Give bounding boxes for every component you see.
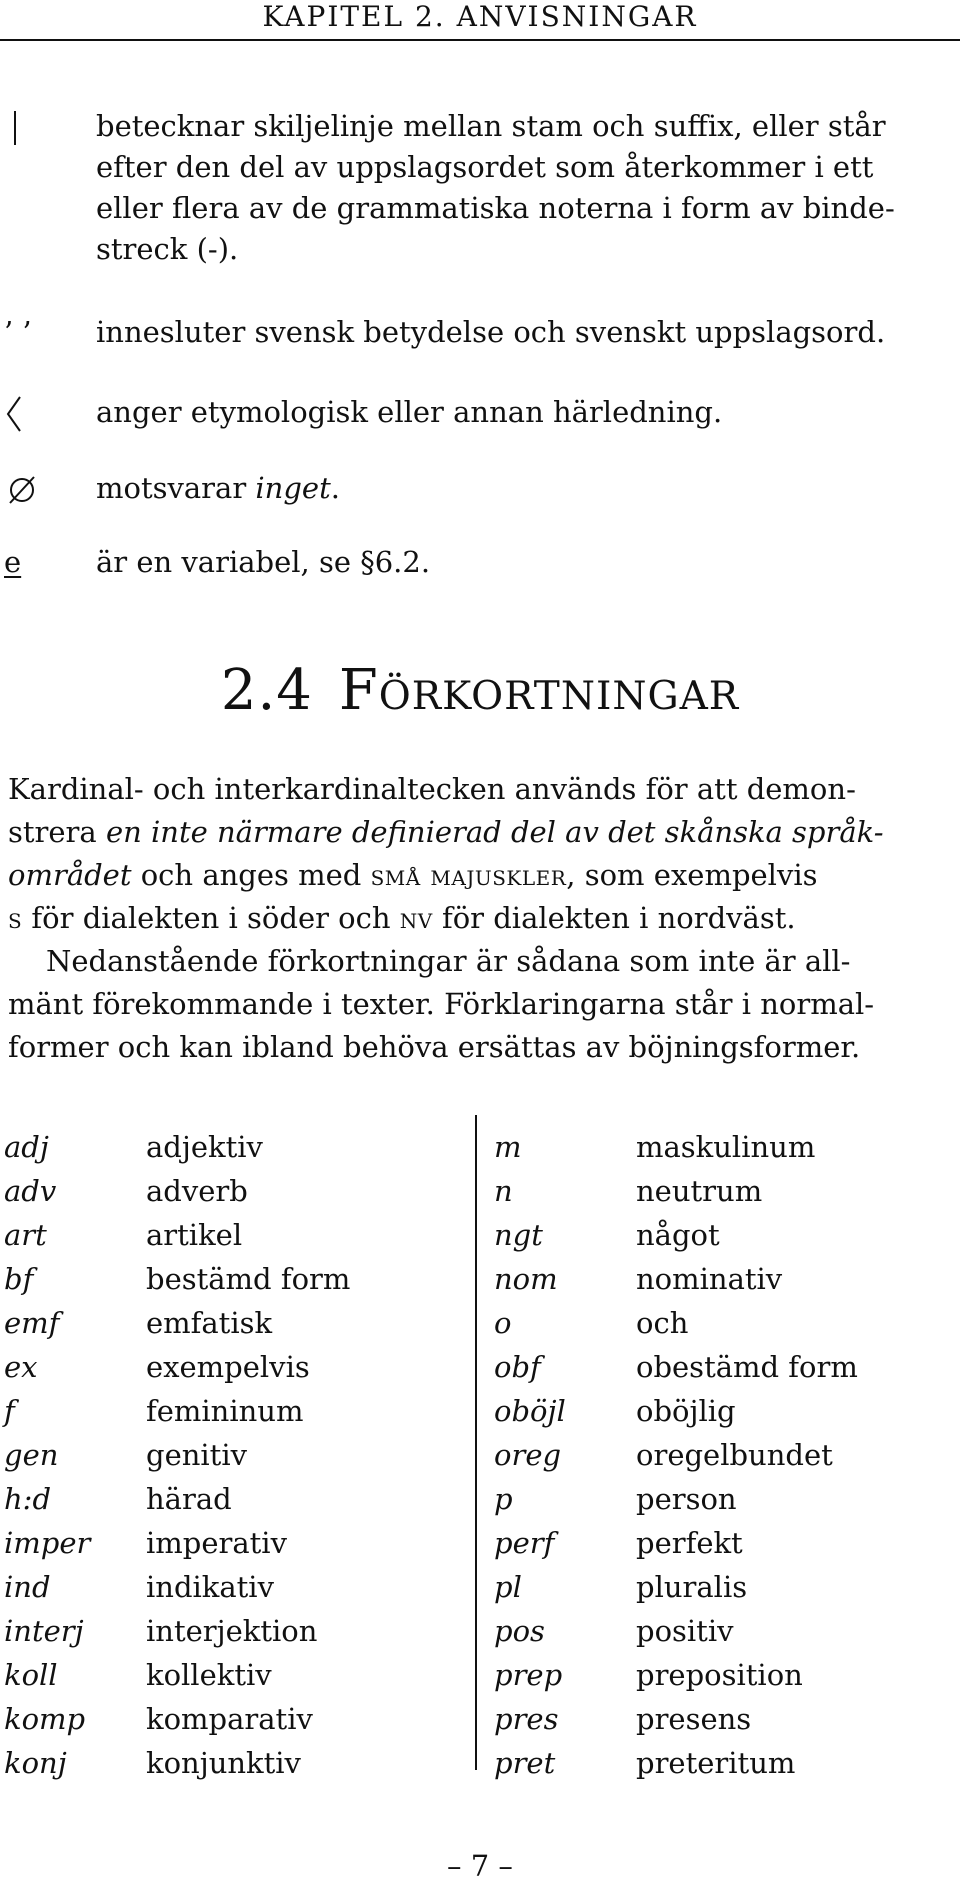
abbreviation: ind (4, 1570, 51, 1604)
body-small-caps: små majuskler (370, 858, 567, 892)
body-text-run: för dialekten i söder och (22, 901, 400, 935)
symbol-description: anger etymologisk eller annan härledning. (96, 395, 723, 429)
abbreviation-meaning: indikativ (146, 1570, 274, 1604)
abbreviation: obf (494, 1350, 541, 1384)
abbreviation: imper (4, 1526, 91, 1560)
abbreviation: ex (4, 1350, 38, 1384)
abbreviation-meaning: artikel (146, 1218, 243, 1252)
body-text (8, 768, 953, 1069)
abbreviation: pret (494, 1746, 556, 1780)
bar-glyph (4, 106, 84, 147)
body-line (8, 897, 953, 940)
abbreviation: m (494, 1130, 522, 1164)
section-number: 2.4 (220, 658, 313, 723)
abbreviation-meaning: något (636, 1218, 720, 1252)
symbol-description-line: eller flera av de grammatiska noterna i form av binde- (96, 191, 895, 225)
abbreviation: oreg (494, 1438, 562, 1472)
body-text-run: för dialekten i nordväst. (432, 901, 796, 935)
abbreviation-meaning: maskulinum (636, 1130, 816, 1164)
abbreviation-meaning: emfatisk (146, 1306, 273, 1340)
abbreviation: konj (4, 1746, 67, 1780)
abbreviation-meaning: imperativ (146, 1526, 287, 1560)
symbol-description-text: motsvarar (96, 471, 247, 505)
symbol-description (96, 106, 956, 270)
abbreviation: pos (494, 1614, 545, 1648)
abbreviation-meaning: oböjlig (636, 1394, 736, 1428)
body-line: Kardinal- och interkardinaltecken används för att demon- (8, 772, 856, 806)
abbreviation: interj (4, 1614, 84, 1648)
abbreviation-meaning: oregelbundet (636, 1438, 833, 1472)
abbreviation-meaning: positiv (636, 1614, 734, 1648)
abbreviation-meaning: adjektiv (146, 1130, 263, 1164)
column-divider (475, 1115, 477, 1770)
abbreviation-meaning: neutrum (636, 1174, 763, 1208)
body-emphasis: området (8, 858, 132, 892)
abbreviation-meaning: person (636, 1482, 737, 1516)
variable-glyph: e (4, 545, 22, 579)
symbol-description-line: betecknar skiljelinje mellan stam och suffix, eller står (96, 109, 886, 143)
abbreviation: adv (4, 1174, 57, 1208)
body-line (8, 811, 953, 854)
abbreviation: adj (4, 1130, 49, 1164)
abbreviation-meaning: och (636, 1306, 689, 1340)
abbreviation-meaning: presens (636, 1702, 752, 1736)
symbol-description (96, 468, 956, 509)
abbreviation: prep (494, 1658, 563, 1692)
abbreviation-meaning: genitiv (146, 1438, 247, 1472)
abbreviation-meaning: bestämd form (146, 1262, 351, 1296)
abbreviation: n (494, 1174, 513, 1208)
abbreviation-meaning: pluralis (636, 1570, 748, 1604)
page-number: – 7 – (447, 1849, 513, 1883)
abbreviation-meaning: obestämd form (636, 1350, 858, 1384)
header-rule (0, 39, 960, 41)
abbreviation: emf (4, 1306, 60, 1340)
body-line: Nedanstående förkortningar är sådana som inte är all- (46, 944, 851, 978)
abbreviation-meaning: härad (146, 1482, 232, 1516)
empty-set-glyph (4, 468, 84, 509)
abbreviation: f (4, 1394, 15, 1428)
abbreviation-meaning: komparativ (146, 1702, 313, 1736)
abbreviation: o (494, 1306, 512, 1340)
abbreviation-meaning: nominativ (636, 1262, 783, 1296)
abbreviation-meaning: konjunktiv (146, 1746, 301, 1780)
body-emphasis: en inte närmare definierad del av det skånska språk- (105, 815, 884, 849)
abbreviation: perf (494, 1526, 555, 1560)
abbreviation: pres (494, 1702, 559, 1736)
symbol-description-trail: . (330, 471, 340, 505)
body-text-run: strera (8, 815, 106, 849)
abbreviation: art (4, 1218, 47, 1252)
abbreviation: pl (494, 1570, 522, 1604)
angle-glyph (4, 392, 84, 433)
body-text-run: , som exempelvis (566, 858, 818, 892)
abbreviation: h:d (4, 1482, 52, 1516)
symbol-description: innesluter svensk betydelse och svenskt uppslagsord. (96, 315, 886, 349)
abbreviation-meaning: exempelvis (146, 1350, 310, 1384)
abbreviation-meaning: adverb (146, 1174, 248, 1208)
quote-glyph: ’ ’ (4, 315, 32, 349)
abbreviation-meaning: kollektiv (146, 1658, 272, 1692)
symbol-description-line: efter den del av uppslagsordet som återkommer i ett (96, 150, 874, 184)
body-line (8, 854, 953, 897)
symbol-description: är en variabel, se §6.2. (96, 545, 431, 579)
abbreviation-meaning: perfekt (636, 1526, 743, 1560)
abbreviation-meaning: preteritum (636, 1746, 796, 1780)
body-small-caps: s (8, 901, 23, 935)
abbreviation: komp (4, 1702, 86, 1736)
abbreviation: oböjl (494, 1394, 566, 1428)
abbreviation-meaning: preposition (636, 1658, 803, 1692)
abbreviation: ngt (494, 1218, 543, 1252)
running-header: KAPITEL 2. ANVISNINGAR (262, 0, 698, 33)
abbreviation-meaning: interjektion (146, 1614, 318, 1648)
abbreviation: gen (4, 1438, 59, 1472)
symbol-description-emphasis: inget (255, 471, 331, 505)
section-heading (0, 656, 960, 726)
abbreviation: koll (4, 1658, 58, 1692)
body-line: former och kan ibland behöva ersättas av böjningsformer. (8, 1030, 861, 1064)
body-text-run: och anges med (131, 858, 371, 892)
symbol-description-line: streck (-). (96, 232, 239, 266)
abbreviation: bf (4, 1262, 34, 1296)
abbreviation: p (494, 1482, 513, 1516)
section-title: Förkortningar (338, 658, 740, 723)
body-small-caps: nv (399, 901, 433, 935)
body-line: mänt förekommande i texter. Förklaringarna står i normal- (8, 987, 875, 1021)
abbreviation-meaning: femininum (146, 1394, 304, 1428)
abbreviation-table (0, 1125, 960, 1785)
abbreviation: nom (494, 1262, 558, 1296)
